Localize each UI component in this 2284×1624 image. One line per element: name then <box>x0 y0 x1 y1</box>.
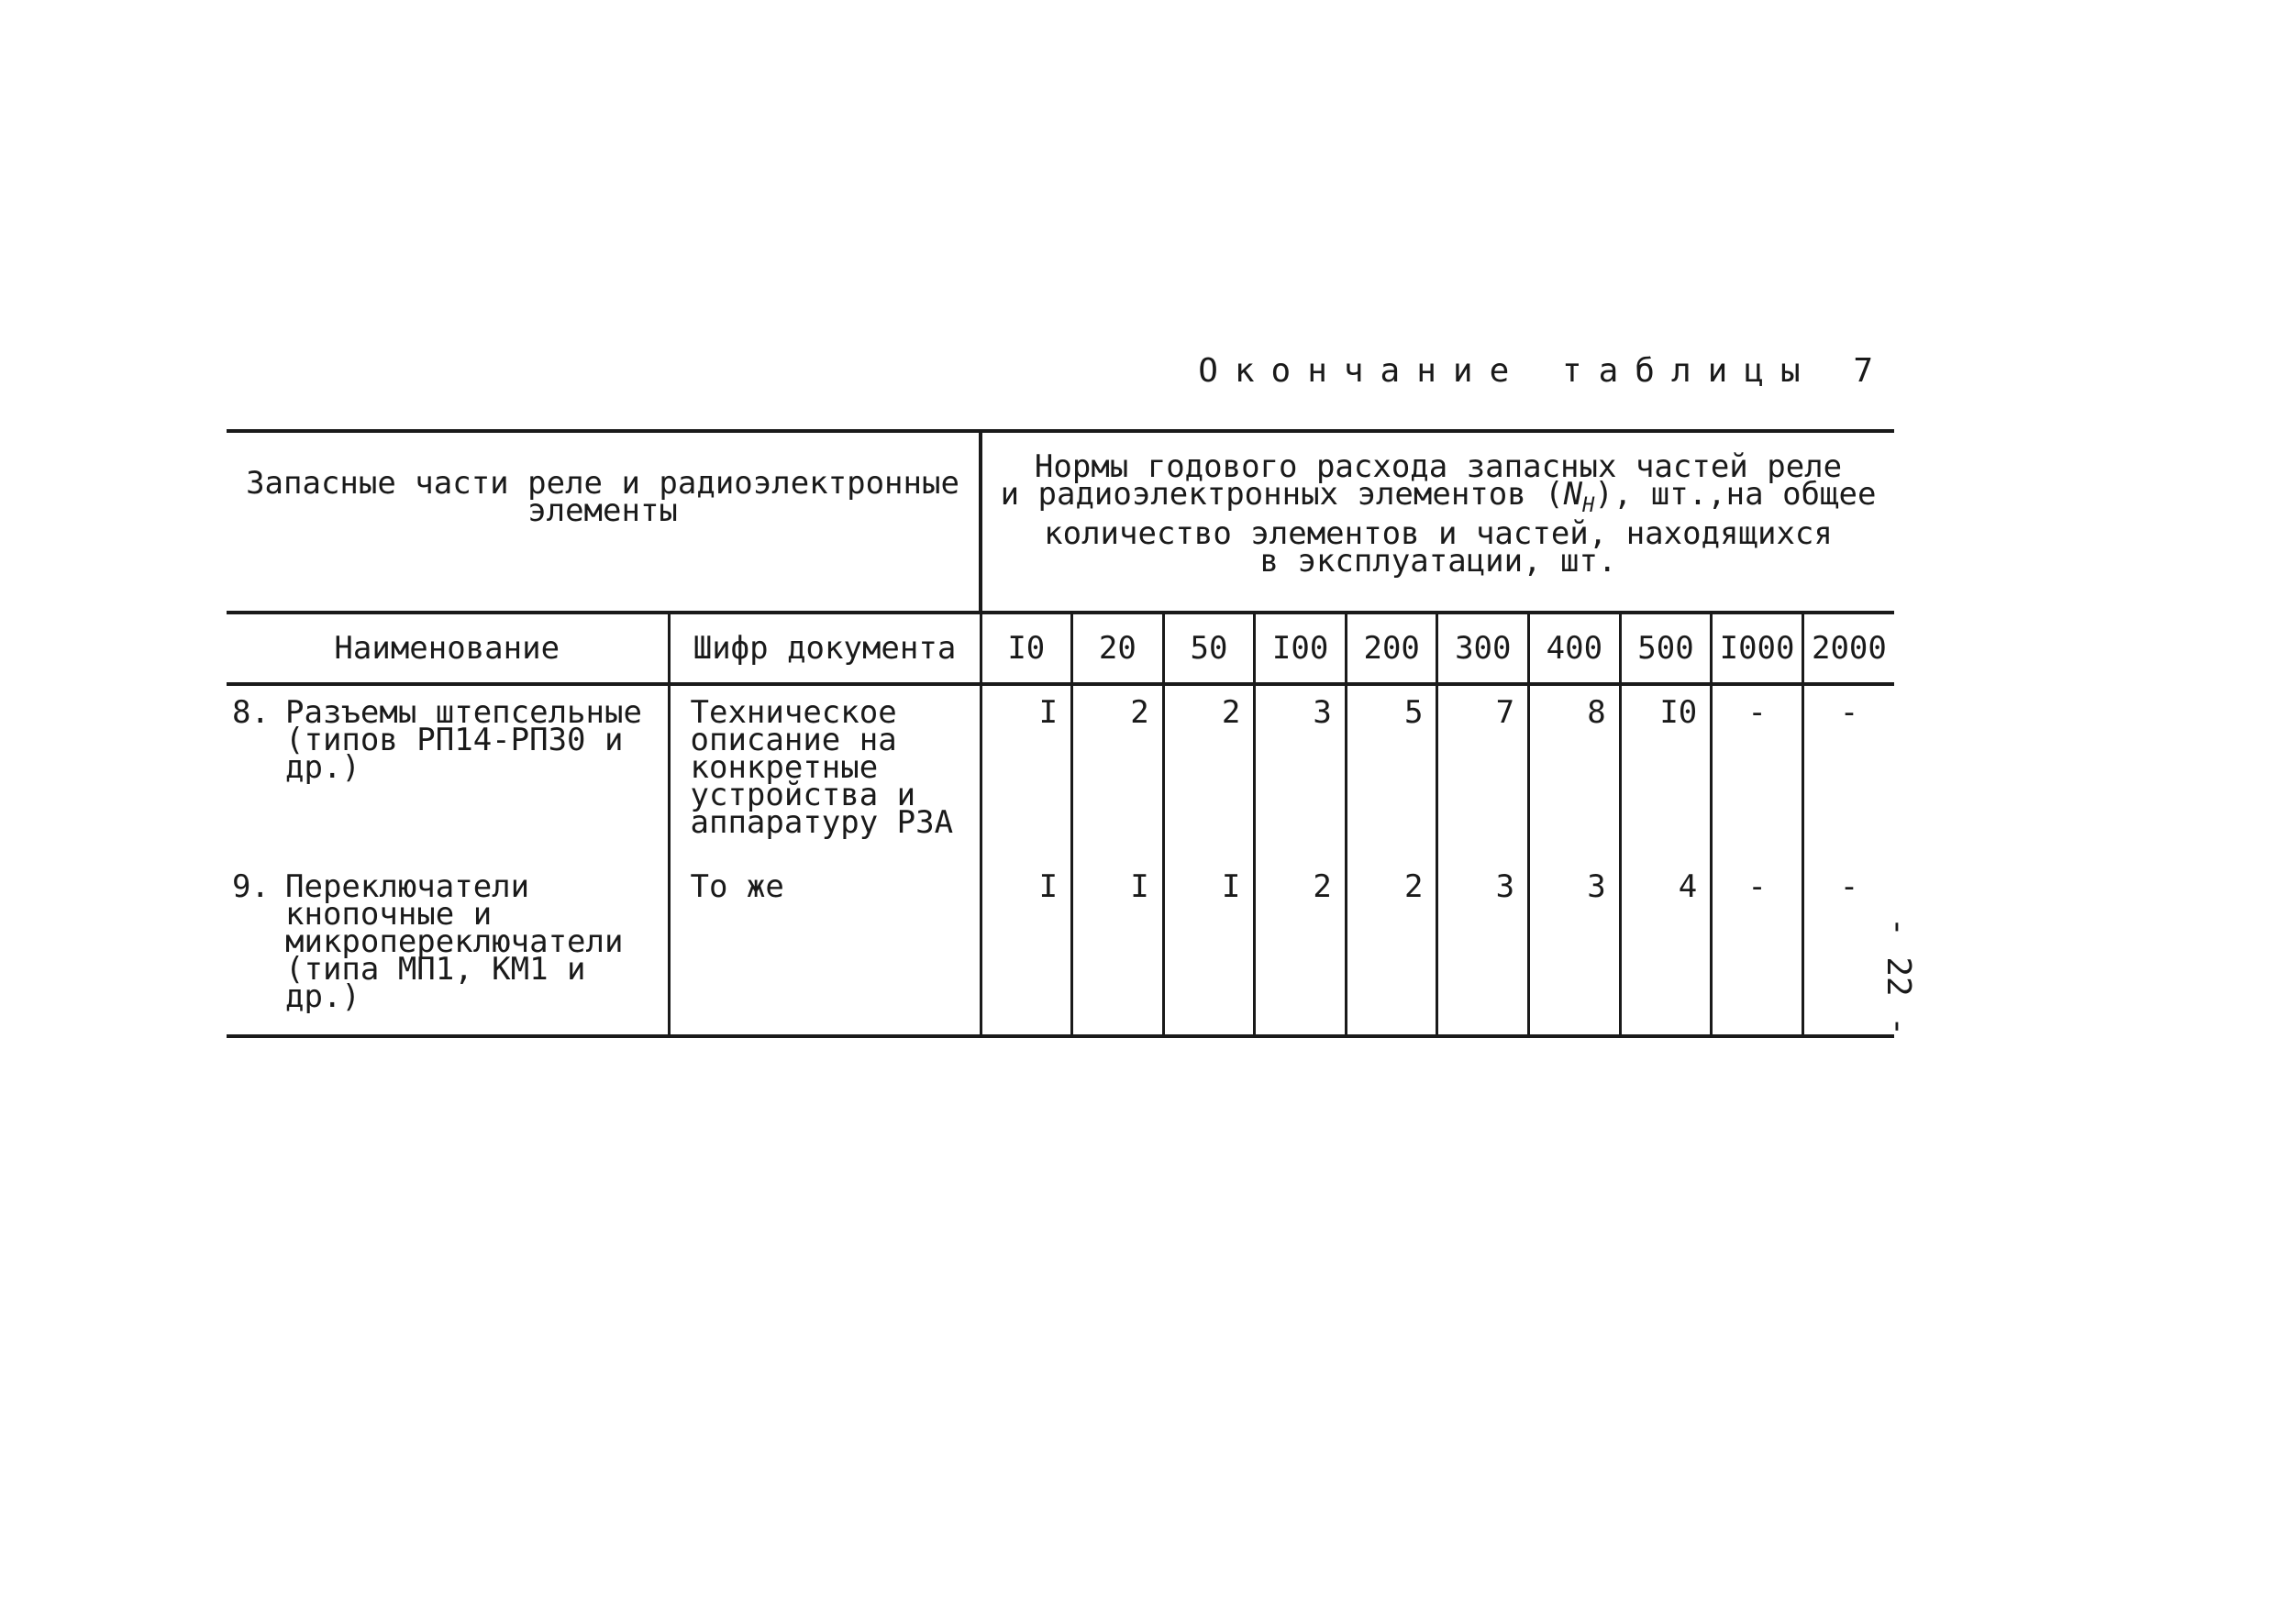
row-value: I0 <box>1620 684 1712 869</box>
column-header-qty: 2000 <box>1802 613 1894 684</box>
column-header-qty: 50 <box>1163 613 1255 684</box>
column-header-qty: 300 <box>1437 613 1529 684</box>
row-value: 5 <box>1346 684 1437 869</box>
table-row <box>227 869 1894 1036</box>
row-value: 7 <box>1437 684 1529 869</box>
group-header-spare-parts: Запасные части реле и радиоэлектронные элементы <box>227 431 981 613</box>
column-header-qty: I000 <box>1712 613 1803 684</box>
row-value: - <box>1802 684 1894 869</box>
group-header-norms: Нормы годового расхода запасных частей реле и радиоэлектронных элементов $(N_H)$, шт.,на общее количество элементов и частей, находящихся в эксплуатации, шт. <box>981 431 1894 613</box>
row-value: - <box>1802 869 1894 1036</box>
row-value: I <box>981 869 1072 1036</box>
row-value: - <box>1712 684 1803 869</box>
row-name: Переключатели кнопочные и микропереключатели (типа МП1, КМ1 и др.) <box>285 868 624 1015</box>
row-name-cell <box>227 869 669 1036</box>
page-number: - 22 - <box>1879 917 1917 1037</box>
row-value: 8 <box>1529 684 1621 869</box>
row-name-cell <box>227 684 669 869</box>
row-number: 8. <box>232 694 270 731</box>
column-header-doc: Шифр документа <box>669 613 981 684</box>
row-value: - <box>1712 869 1803 1036</box>
row-value: 3 <box>1255 684 1347 869</box>
row-value: 3 <box>1437 869 1529 1036</box>
column-header-name: Наименование <box>227 613 669 684</box>
row-value: 4 <box>1620 869 1712 1036</box>
row-value: 2 <box>1255 869 1347 1036</box>
row-number: 9. <box>232 868 270 905</box>
column-header-qty: I00 <box>1255 613 1347 684</box>
row-value: 2 <box>1072 684 1164 869</box>
spare-parts-table <box>227 429 1894 1038</box>
row-value: I <box>981 684 1072 869</box>
column-header-qty: 200 <box>1346 613 1437 684</box>
column-header-qty: 500 <box>1620 613 1712 684</box>
row-value: I <box>1163 869 1255 1036</box>
row-value: I <box>1072 869 1164 1036</box>
table-row <box>227 684 1894 869</box>
row-doc: То же <box>669 869 981 1036</box>
column-header-qty: 400 <box>1529 613 1621 684</box>
table-caption: Окончание таблицы 7 <box>1198 352 1890 390</box>
row-value: 3 <box>1529 869 1621 1036</box>
row-value: 2 <box>1346 869 1437 1036</box>
column-header-qty: I0 <box>981 613 1072 684</box>
column-header-qty: 20 <box>1072 613 1164 684</box>
row-doc: Техническое описание на конкретные устройства и аппаратуру РЗА <box>669 684 981 869</box>
row-value: 2 <box>1163 684 1255 869</box>
row-name: Разъемы штепсельные (типов РП14-РП30 и др.) <box>285 694 642 786</box>
